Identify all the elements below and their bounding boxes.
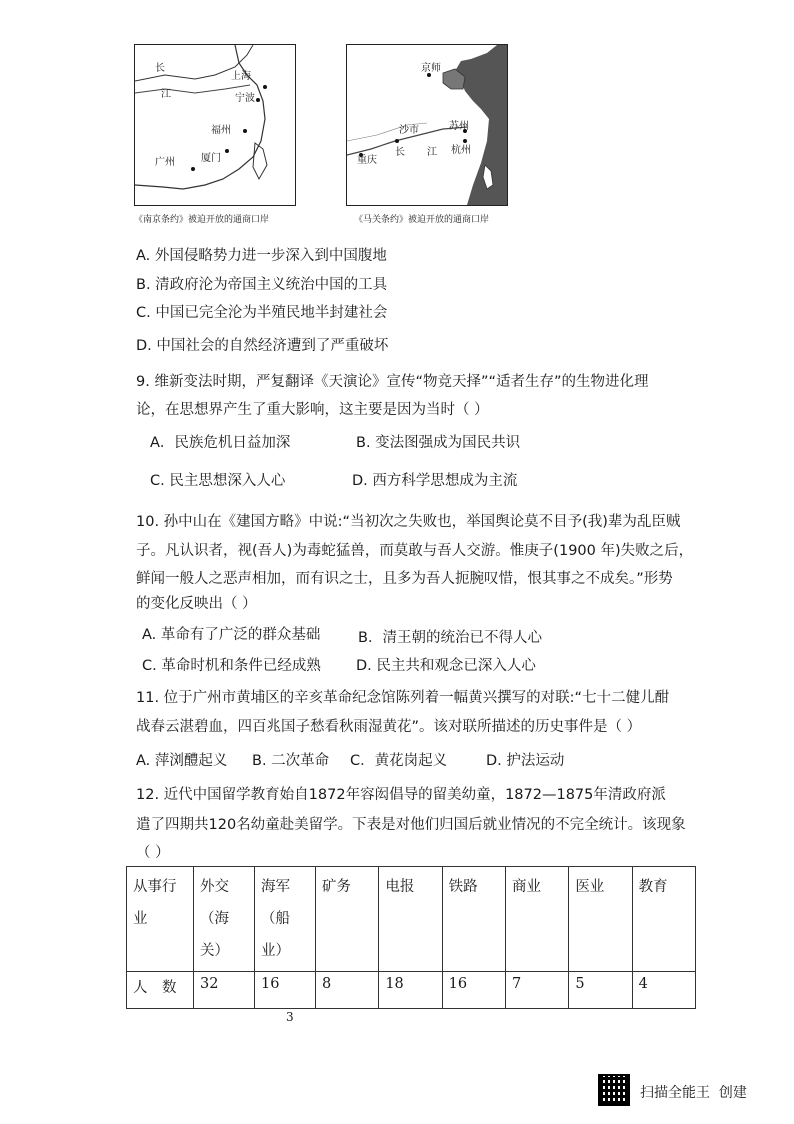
employment-table bbox=[126, 866, 696, 1009]
table-cell: 16 bbox=[442, 972, 505, 1009]
q10-option-c: C. 革命时机和条件已经成熟 bbox=[142, 658, 321, 674]
q9-option-a: A．民族危机日益加深 bbox=[150, 435, 291, 451]
q11-option-d: D. 护法运动 bbox=[486, 753, 565, 769]
table-header-cell: 医业 bbox=[569, 867, 632, 972]
table-cell: 4 bbox=[632, 972, 695, 1009]
q9-option-d: D. 西方科学思想成为主流 bbox=[352, 473, 518, 489]
q12-stem-line3: （ ） bbox=[136, 845, 170, 861]
table-header-row bbox=[127, 867, 696, 972]
table-header-cell: 外交（海关） bbox=[194, 867, 255, 972]
label-jiang: 江 bbox=[161, 89, 171, 100]
q11-option-c: C．黄花岗起义 bbox=[350, 753, 448, 769]
q10-stem-line2: 子。凡认识者，视(吾人)为毒蛇猛兽，而莫敢与吾人交游。惟庚子(1900 年)失败之后， bbox=[136, 543, 694, 559]
q10-option-b: B．清王朝的统治已不得人心 bbox=[358, 630, 542, 646]
label-suzhou: 苏州 bbox=[449, 121, 469, 132]
label-chang2: 长 bbox=[395, 147, 405, 158]
map-shimonoseki-treaty bbox=[346, 44, 508, 206]
q10-option-d: D. 民主共和观念已深入人心 bbox=[356, 658, 536, 674]
q11-option-b: B. 二次革命 bbox=[252, 753, 330, 769]
table-cell: 32 bbox=[194, 972, 255, 1009]
label-ningbo: 宁波 bbox=[235, 93, 255, 104]
label-guangzhou: 广州 bbox=[155, 157, 175, 168]
label-chang: 长 bbox=[155, 63, 165, 74]
qr-code-icon bbox=[598, 1074, 630, 1106]
table-header-cell: 铁路 bbox=[442, 867, 505, 972]
q9-stem-line2: 论，在思想界产生了重大影响，这主要是因为当时（ ） bbox=[136, 402, 489, 418]
table-header-cell: 从事行业 bbox=[127, 867, 194, 972]
label-chongqing: 重庆 bbox=[357, 155, 377, 166]
q9-stem-line1: 9. 维新变法时期，严复翻译《天演论》宣传“物竞天择”“适者生存”的生物进化理 bbox=[136, 374, 649, 390]
q9-option-c: C. 民主思想深入人心 bbox=[150, 473, 286, 489]
q10-stem-line1: 10. 孙中山在《建国方略》中说:“当初次之失败也，举国舆论莫不目予(我)辈为乱臣贼 bbox=[136, 514, 681, 530]
q11-option-a: A. 萍浏醴起义 bbox=[136, 753, 228, 769]
q9-option-b: B. 变法图强成为国民共识 bbox=[356, 435, 521, 451]
table-header-cell: 矿务 bbox=[316, 867, 379, 972]
label-fuzhou: 福州 bbox=[211, 125, 231, 136]
label-shanghai: 上海 bbox=[231, 71, 251, 82]
q10-option-a: A. 革命有了广泛的群众基础 bbox=[142, 627, 321, 643]
table-header-cell: 电报 bbox=[379, 867, 442, 972]
q10-stem-line4: 的变化反映出（ ） bbox=[136, 596, 257, 612]
table-row-label: 人 数 bbox=[127, 972, 194, 1009]
q12-stem-line1: 12. 近代中国留学教育始自1872年容闳倡导的留美幼童，1872—1875年清政府派 bbox=[136, 787, 666, 803]
table-cell: 18 bbox=[379, 972, 442, 1009]
table-header-cell: 商业 bbox=[505, 867, 568, 972]
label-shashi: 沙市 bbox=[399, 125, 419, 136]
map-shimonoseki-caption: 《马关条约》被迫开放的通商口岸 bbox=[354, 215, 490, 225]
label-hangzhou: 杭州 bbox=[451, 145, 471, 156]
q8-option-a: A. 外国侵略势力进一步深入到中国腹地 bbox=[136, 248, 387, 264]
table-cell: 7 bbox=[505, 972, 568, 1009]
q8-option-c: C. 中国已完全沦为半殖民地半封建社会 bbox=[136, 305, 388, 321]
map-nanjing-caption: 《南京条约》被迫开放的通商口岸 bbox=[134, 215, 270, 225]
table-value-row bbox=[127, 972, 696, 1009]
q11-stem-line1: 11. 位于广州市黄埔区的辛亥革命纪念馆陈列着一幅黄兴撰写的对联:“七十二健儿酣 bbox=[136, 690, 670, 706]
label-xiamen: 厦门 bbox=[201, 153, 221, 164]
table-cell: 8 bbox=[316, 972, 379, 1009]
q11-stem-line2: 战春云湛碧血，四百兆国子愁看秋雨湿黄花”。该对联所描述的历史事件是（ ） bbox=[136, 719, 642, 735]
page-number: 3 bbox=[286, 1010, 294, 1024]
scanner-watermark: 扫描全能王 创建 bbox=[640, 1085, 747, 1101]
table-cell: 16 bbox=[255, 972, 316, 1009]
table-header-cell: 海军（船业） bbox=[255, 867, 316, 972]
table-header-cell: 教育 bbox=[632, 867, 695, 972]
map-nanjing-treaty bbox=[134, 44, 296, 206]
table-cell: 5 bbox=[569, 972, 632, 1009]
q10-stem-line3: 鲜闻一般人之恶声相加，而有识之士，且多为吾人扼腕叹惜，恨其事之不成矣。”形势 bbox=[136, 571, 673, 587]
q8-option-d: D. 中国社会的自然经济遭到了严重破坏 bbox=[136, 338, 389, 354]
q8-option-b: B. 清政府沦为帝国主义统治中国的工具 bbox=[136, 277, 388, 293]
label-jingshi: 京师 bbox=[421, 63, 441, 74]
q12-stem-line2: 遣了四期共120名幼童赴美留学。下表是对他们归国后就业情况的不完全统计。该现象 bbox=[136, 817, 686, 833]
label-jiang2: 江 bbox=[427, 147, 437, 158]
